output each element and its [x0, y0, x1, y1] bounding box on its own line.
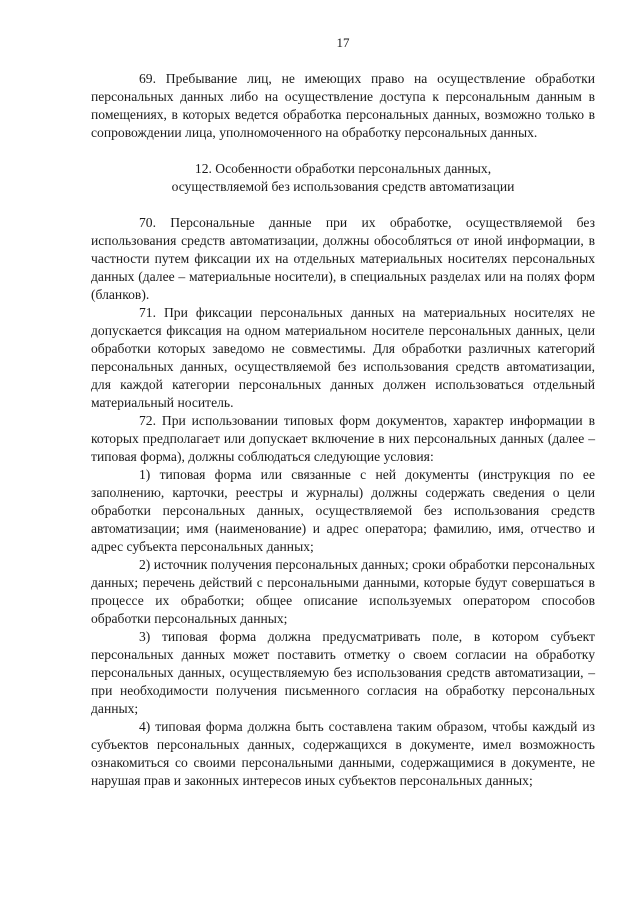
list-item-4: 4) типовая форма должна быть составлена таким образом, чтобы каждый из субъектов персональных данных, содержащихся в документе, имел возможность ознакомиться со своими персональными данными, содержащимися в документе, не нарушая прав и законных интересов иных субъектов персональных данных; [91, 719, 595, 788]
list-item-3: 3) типовая форма должна предусматривать поле, в котором субъект персональных данных может поставить отметку о своем согласии на обработку персональных данных, осуществляемую без использования средств автоматизации, – при необходимости получения письменного согласия на обработку персональных данных; [91, 629, 595, 716]
section-heading [91, 160, 595, 196]
document-page [91, 34, 595, 790]
section-heading-line-1: 12. Особенности обработки персональных данных, [194, 161, 492, 176]
page-number: 17 [336, 35, 350, 50]
paragraph-70: 70. Персональные данные при их обработке, осуществляемой без использования средств автоматизации, должны обособляться от иной информации, в частности путем фиксации их на отдельных материальных носителях персональных данных (далее – материальные носители), в специальных разделах или на полях форм (бланков). [91, 215, 595, 302]
paragraph-71: 71. При фиксации персональных данных на материальных носителях не допускается фиксация на одном материальном носителе персональных данных, цели обработки которых заведомо не совместимы. Для обработки различных категорий персональных данных, осуществляемой без использования средств автоматизации, для каждой категории персональных данных должен использоваться отдельный материальный носитель. [91, 305, 595, 410]
paragraph-72: 72. При использовании типовых форм документов, характер информации в которых предполагает или допускает включение в них персональных данных (далее – типовая форма), должны соблюдаться следующие условия: [91, 413, 595, 464]
section-heading-line-2: осуществляемой без использования средств автоматизации [171, 179, 515, 194]
paragraph-69: 69. Пребывание лиц, не имеющих право на осуществление обработки персональных данных либо на осуществление доступа к персональным данным в помещениях, в которых ведется обработка персональных данных, возможно только в сопровождении лица, уполномоченного на обработку персональных данных. [91, 71, 595, 140]
list-item-1: 1) типовая форма или связанные с ней документы (инструкция по ее заполнению, карточки, реестры и журналы) должны содержать сведения о цели обработки персональных данных, осуществляемой без использования средств автоматизации; имя (наименование) и адрес оператора; фамилию, имя, отчество и адрес субъекта персональных данных; [91, 467, 595, 554]
list-item-2: 2) источник получения персональных данных; сроки обработки персональных данных; перечень действий с персональными данными, которые будут совершаться в процессе их обработки; общее описание используемых оператором способов обработки персональных данных; [91, 557, 595, 626]
